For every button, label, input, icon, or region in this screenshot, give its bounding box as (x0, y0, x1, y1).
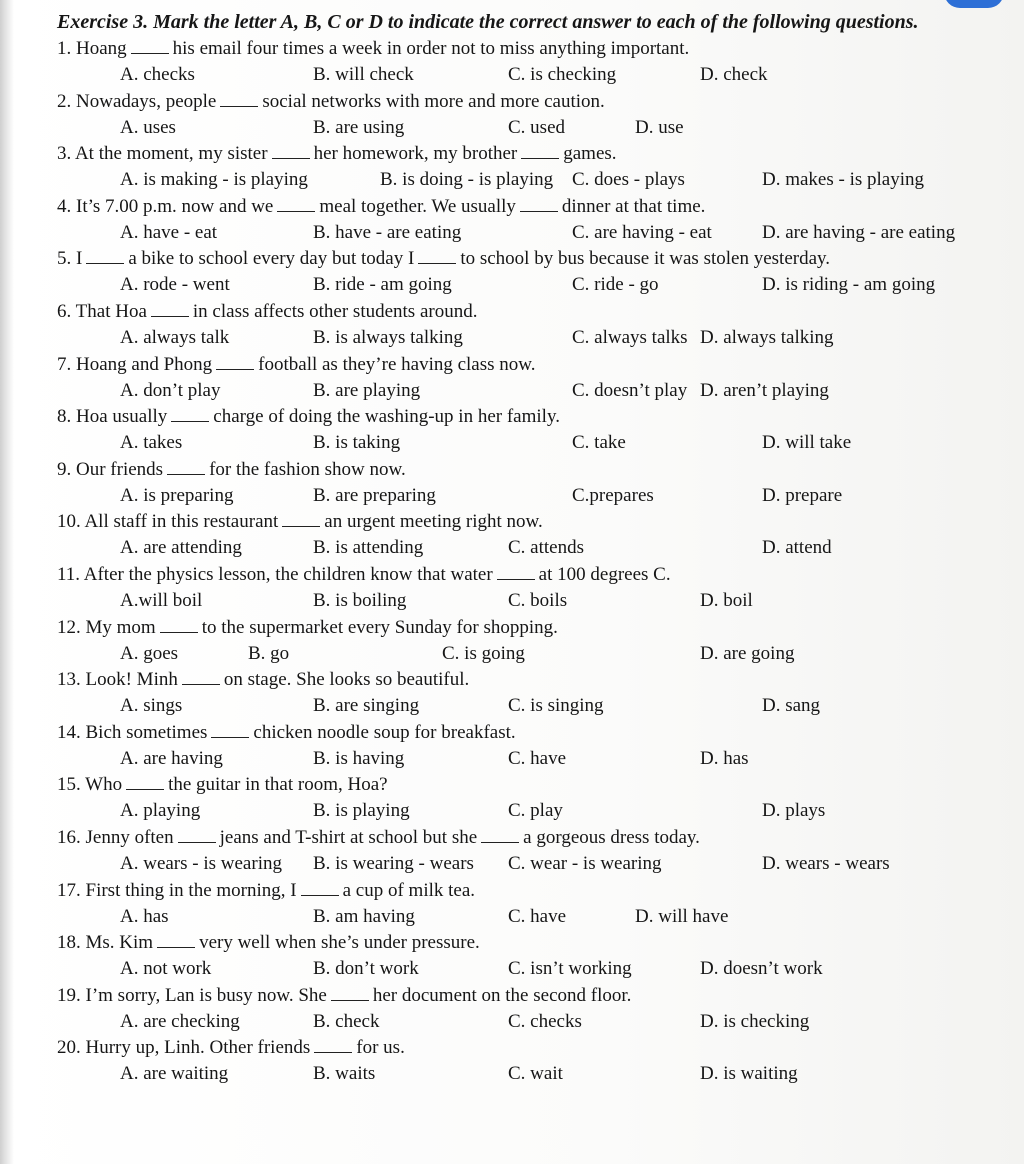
answer-blank (126, 775, 164, 790)
option-a[interactable]: A. playing (120, 800, 201, 822)
question-text: charge of doing the washing-up in her family. (213, 406, 560, 428)
question-2 (57, 89, 605, 115)
answer-blank (182, 670, 220, 685)
question-text: dinner at that time. (561, 195, 706, 217)
answer-blank (521, 144, 559, 159)
option-d[interactable]: D. sang (762, 695, 821, 717)
question-text: 13. Look! Minh (57, 669, 178, 691)
option-a[interactable]: A. is preparing (120, 484, 234, 506)
answer-blank (497, 565, 535, 580)
option-a[interactable]: A. don’t play (120, 379, 221, 401)
option-c[interactable]: C. wear - is wearing (508, 853, 662, 874)
option-b[interactable]: B. is taking (313, 432, 401, 454)
option-a[interactable]: A. wears - is wearing (120, 853, 282, 874)
option-d[interactable]: D. makes - is playing (762, 169, 925, 191)
option-b[interactable]: B. is having (313, 747, 405, 769)
question-15 (57, 772, 388, 798)
question-text: at 100 degrees C. (538, 564, 671, 585)
question-8 (57, 404, 560, 430)
question-9 (57, 457, 406, 483)
option-a[interactable]: A. goes (120, 642, 179, 664)
option-a[interactable]: A. uses (120, 116, 176, 138)
question-text: 1. Hoang (57, 38, 127, 59)
option-d[interactable]: D. is checking (700, 1010, 810, 1032)
option-c[interactable]: C. doesn’t play (572, 379, 688, 401)
option-d[interactable]: D. use (635, 116, 684, 138)
question-text: jeans and T-shirt at school but she (219, 827, 478, 848)
option-b[interactable]: B. is boiling (313, 590, 407, 611)
option-d[interactable]: D. doesn’t work (700, 958, 823, 980)
option-a[interactable]: A. have - eat (120, 221, 218, 243)
question-1 (57, 36, 689, 62)
option-c[interactable]: C.prepares (572, 484, 654, 506)
answer-blank (282, 512, 320, 527)
option-c[interactable]: C. have (508, 747, 567, 769)
answer-blank (178, 828, 216, 843)
option-a[interactable]: A. not work (120, 958, 212, 980)
option-b[interactable]: B. are preparing (313, 484, 436, 506)
exercise-title: Exercise 3. Mark the letter A, B, C or D to indicate the correct answer to each of the following questions. (57, 11, 919, 33)
answer-blank (220, 92, 258, 107)
option-a[interactable]: A. is making - is playing (120, 169, 308, 191)
option-a[interactable]: A. sings (120, 695, 183, 717)
question-17 (57, 878, 475, 904)
option-d[interactable]: D. check (700, 64, 768, 85)
question-6 (57, 299, 477, 325)
answer-blank (331, 986, 369, 1001)
option-b[interactable]: B. is wearing - wears (313, 853, 474, 874)
answer-blank (131, 39, 169, 54)
question-text: on stage. She looks so beautiful. (223, 669, 470, 691)
option-b[interactable]: B. is playing (313, 800, 410, 822)
question-text: 18. Ms. Kim (57, 932, 154, 954)
question-text: 6. That Hoa (57, 301, 147, 322)
question-text: to school by bus because it was stolen yesterday. (460, 248, 831, 270)
option-a[interactable]: A. always talk (120, 327, 230, 348)
option-b[interactable]: B. ride - am going (313, 274, 452, 296)
question-text: 20. Hurry up, Linh. Other friends (57, 1037, 311, 1059)
option-c[interactable]: C. isn’t working (508, 958, 632, 980)
answer-blank (216, 355, 254, 370)
option-b[interactable]: B. are using (313, 116, 405, 138)
question-text: 8. Hoa usually (57, 406, 168, 428)
question-text: 10. All staff in this restaurant (57, 511, 279, 533)
answer-blank (151, 302, 189, 317)
option-d[interactable]: D. always talking (700, 327, 834, 348)
option-d[interactable]: D. boil (700, 590, 753, 611)
question-text: 14. Bich sometimes (57, 721, 208, 743)
option-d[interactable]: D. prepare (762, 484, 843, 506)
option-c[interactable]: C. always talks (572, 327, 688, 348)
answer-blank (314, 1038, 352, 1053)
option-b[interactable]: B. go (248, 642, 290, 664)
option-b[interactable]: B. are playing (313, 379, 421, 401)
option-a[interactable]: A. are waiting (120, 1063, 229, 1085)
option-c[interactable]: C. is going (442, 642, 525, 664)
answer-blank (167, 460, 205, 475)
question-text: meal together. We usually (319, 195, 516, 217)
question-text: a cup of milk tea. (342, 879, 476, 901)
question-text: a bike to school every day but today I (128, 248, 415, 270)
option-b[interactable]: B. am having (313, 905, 415, 927)
question-text: 3. At the moment, my sister (57, 143, 268, 165)
option-c[interactable]: C. boils (508, 590, 568, 611)
corner-ui-mark (944, 0, 1004, 8)
option-d[interactable]: D. will take (762, 432, 852, 454)
question-3 (57, 141, 617, 167)
option-c[interactable]: C. take (572, 432, 626, 454)
option-d[interactable]: D. are going (700, 642, 795, 664)
answer-blank (520, 197, 558, 212)
question-text: 19. I’m sorry, Lan is busy now. She (57, 984, 327, 1006)
option-c[interactable]: C. have (508, 905, 567, 927)
question-text: 16. Jenny often (57, 827, 174, 848)
question-11 (57, 562, 671, 588)
option-d[interactable]: D. aren’t playing (700, 379, 829, 401)
option-a[interactable]: A. are having (120, 747, 223, 769)
option-c[interactable]: C. wait (508, 1063, 563, 1085)
answer-blank (171, 407, 209, 422)
option-a[interactable]: A. rode - went (120, 274, 230, 296)
question-12 (57, 615, 558, 641)
option-d[interactable]: D. plays (762, 800, 826, 822)
question-7 (57, 352, 536, 378)
question-14 (57, 720, 516, 746)
option-c[interactable]: C. used (508, 116, 565, 138)
option-c[interactable]: C. is checking (508, 64, 617, 85)
question-text: the guitar in that room, Hoa? (168, 774, 388, 796)
option-a[interactable]: A. has (120, 905, 169, 927)
option-b[interactable]: B. check (313, 1010, 380, 1032)
option-d[interactable]: D. are having - are eating (762, 221, 956, 243)
answer-blank (301, 881, 339, 896)
question-text: 9. Our friends (57, 458, 164, 480)
question-text: his email four times a week in order not to miss anything important. (172, 38, 690, 59)
answer-blank (277, 197, 315, 212)
question-19 (57, 983, 631, 1009)
question-16 (57, 825, 700, 851)
question-18 (57, 930, 480, 956)
question-text: very well when she’s under pressure. (199, 932, 480, 954)
question-text: 17. First thing in the morning, I (57, 879, 297, 901)
answer-blank (272, 144, 310, 159)
question-20 (57, 1035, 405, 1061)
option-c[interactable]: C. is singing (508, 695, 604, 717)
option-b[interactable]: B. will check (313, 64, 414, 85)
option-a[interactable]: A. checks (120, 64, 195, 85)
question-text: in class affects other students around. (192, 301, 478, 322)
question-text: for us. (356, 1037, 405, 1059)
question-text: games. (563, 143, 617, 165)
option-d[interactable]: D. has (700, 747, 749, 769)
option-d[interactable]: D. is riding - am going (762, 274, 936, 296)
option-b[interactable]: B. is attending (313, 537, 424, 559)
option-c[interactable]: C. are having - eat (572, 221, 712, 243)
option-a[interactable]: A.will boil (120, 590, 203, 611)
question-text: 12. My mom (57, 616, 156, 638)
option-c[interactable]: C. does - plays (572, 169, 685, 191)
question-text: 11. After the physics lesson, the children know that water (57, 564, 493, 585)
question-text: 4. It’s 7.00 p.m. now and we (57, 195, 274, 217)
option-d[interactable]: D. is waiting (700, 1063, 798, 1085)
answer-blank (160, 618, 198, 633)
question-text: 5. I (57, 248, 83, 270)
option-a[interactable]: A. takes (120, 432, 183, 454)
question-text: 2. Nowadays, people (57, 90, 217, 112)
question-text: a gorgeous dress today. (523, 827, 700, 848)
question-5 (57, 246, 830, 272)
page-edge-shadow (0, 0, 14, 1164)
question-text: her document on the second floor. (372, 984, 632, 1006)
answer-blank (86, 249, 124, 264)
option-b[interactable]: B. are singing (313, 695, 420, 717)
option-c[interactable]: C. ride - go (572, 274, 659, 296)
question-text: 7. Hoang and Phong (57, 353, 213, 375)
option-a[interactable]: A. are attending (120, 537, 242, 559)
question-text: social networks with more and more caution. (262, 90, 605, 112)
option-b[interactable]: B. is doing - is playing (380, 169, 554, 191)
option-b[interactable]: B. waits (313, 1063, 376, 1085)
question-text: chicken noodle soup for breakfast. (253, 721, 516, 743)
option-a[interactable]: A. are checking (120, 1010, 240, 1032)
question-text: her homework, my brother (313, 143, 518, 165)
question-text: football as they’re having class now. (258, 353, 536, 375)
answer-blank (418, 249, 456, 264)
option-d[interactable]: D. wears - wears (762, 853, 890, 874)
question-text: to the supermarket every Sunday for shopping. (201, 616, 558, 638)
option-c[interactable]: C. play (508, 800, 563, 822)
question-4 (57, 194, 705, 220)
option-d[interactable]: D. attend (762, 537, 832, 559)
question-10 (57, 509, 543, 535)
answer-blank (211, 723, 249, 738)
question-text: 15. Who (57, 774, 123, 796)
option-b[interactable]: B. have - are eating (313, 221, 462, 243)
option-b[interactable]: B. don’t work (313, 958, 419, 980)
option-b[interactable]: B. is always talking (313, 327, 463, 348)
option-c[interactable]: C. checks (508, 1010, 582, 1032)
option-c[interactable]: C. attends (508, 537, 584, 559)
answer-blank (481, 828, 519, 843)
question-text: for the fashion show now. (209, 458, 406, 480)
question-text: an urgent meeting right now. (324, 511, 543, 533)
answer-blank (157, 933, 195, 948)
option-d[interactable]: D. will have (635, 905, 729, 927)
question-13 (57, 667, 469, 693)
